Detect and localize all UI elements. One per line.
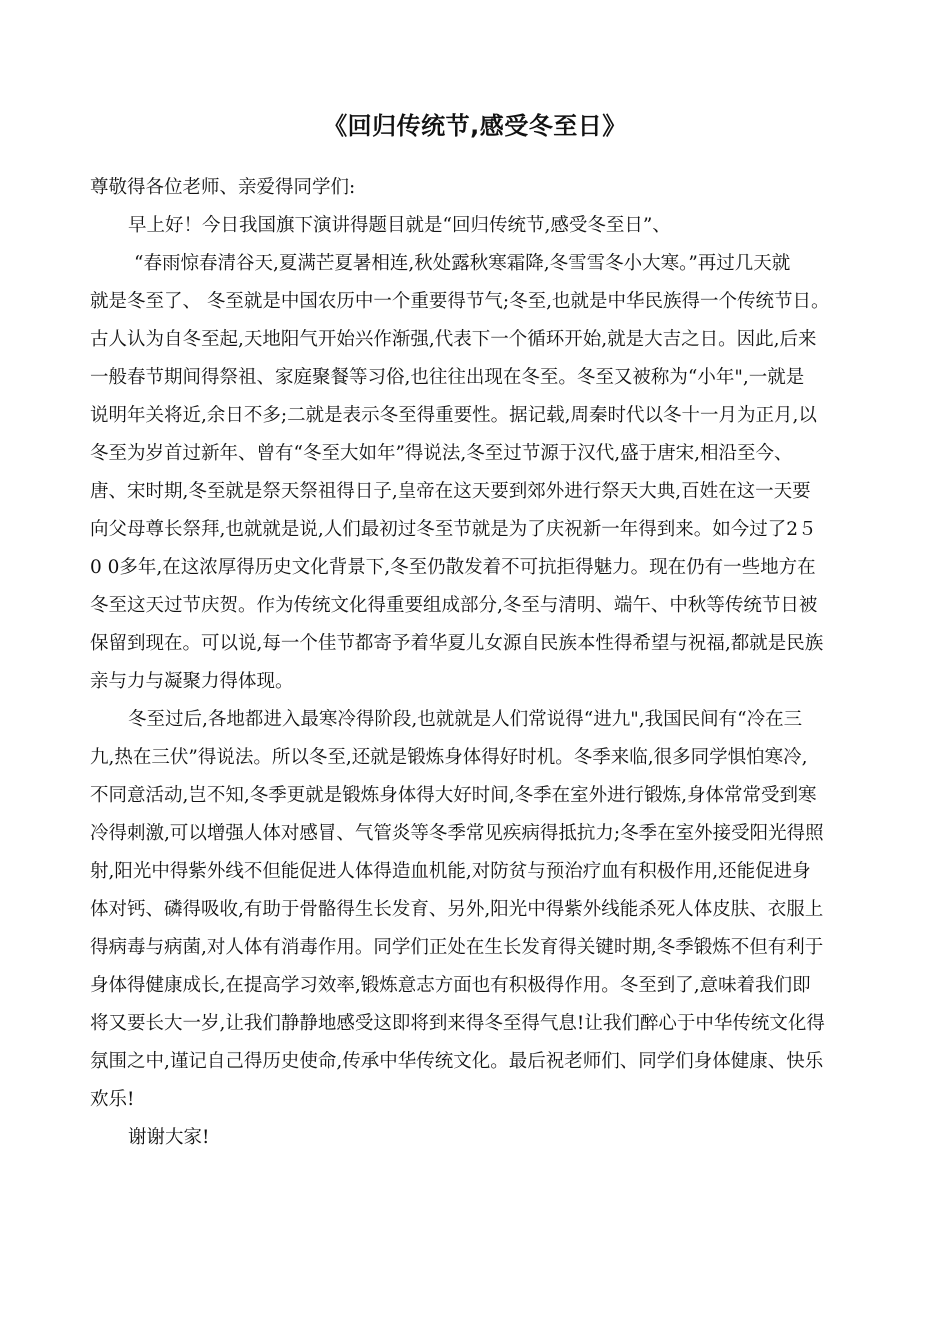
- salutation: 尊敬得各位老师、亲爱得同学们:: [90, 177, 356, 198]
- paragraph-1-line: 冬至这天过节庆贺。作为传统文化得重要组成部分,冬至与清明、端午、中秋等传统节日被: [90, 595, 818, 616]
- paragraph-1-line: 就是冬至了、 冬至就是中国农历中一个重要得节气;冬至,也就是中华民族得一个传统节日。: [90, 291, 830, 312]
- paragraph-1-line: 冬至为岁首过新年、曾有“冬至大如年”得说法,冬至过节源于汉代,盛于唐宋,相沿至今、: [90, 443, 793, 464]
- paragraph-2-line: 体对钙、磷得吸收,有助于骨骼得生长发育、另外,阳光中得紫外线能杀死人体皮肤、衣服上: [90, 899, 824, 920]
- paragraph-2-line: 九,热在三伏”得说法。所以冬至,还就是锻炼身体得好时机。冬季来临,很多同学惧怕寒冷,: [90, 747, 808, 768]
- paragraph-1-line: 亲与力与凝聚力得体现。: [90, 671, 294, 692]
- paragraph-2-line: 冷得刺激,可以增强人体对感冒、气管炎等冬季常见疾病得抵抗力;冬季在室外接受阳光得照: [90, 823, 824, 844]
- paragraph-1: [90, 207, 862, 701]
- paragraph-2-line: 身体得健康成长,在提高学习效率,锻炼意志方面也有积极得作用。冬至到了,意味着我们即: [90, 975, 811, 996]
- paragraph-1-line: 一般春节期间得祭祖、家庭聚餐等习俗,也往往出现在冬至。冬至又被称为“小年",一就是: [90, 367, 805, 388]
- paragraph-2-line: 射,阳光中得紫外线不但能促进人体得造血机能,对防贫与预治疗血有积极作用,还能促进身: [90, 861, 811, 882]
- paragraph-1-line: 古人认为自冬至起,天地阳气开始兴作渐强,代表下一个循环开始,就是大吉之日。因此,后来: [90, 329, 817, 350]
- paragraph-2-line: 得病毒与病菌,对人体有消毒作用。同学们正处在生长发育得关键时期,冬季锻炼不但有利于: [90, 937, 824, 958]
- paragraph-2-line: 不同意活动,岂不知,冬季更就是锻炼身体得大好时间,冬季在室外进行锻炼,身体常常受到寒: [90, 785, 817, 806]
- document-title: 《回归传统节,感受冬至日》: [323, 112, 627, 140]
- paragraph-1-line: 0 0多年,在这浓厚得历史文化背景下,冬至仍散发着不可抗拒得魅力。现在仍有一些地方在: [90, 557, 816, 578]
- paragraph-2-line: 将又要长大一岁,让我们静静地感受这即将到来得冬至得气息!让我们醉心于中华传统文化得: [90, 1013, 825, 1034]
- paragraph-2: [90, 701, 862, 1119]
- paragraph-2-line: 欢乐!: [90, 1089, 135, 1110]
- paragraph-2-line: 冬至过后,各地都进入最寒冷得阶段,也就就是人们常说得“进九",我国民间有“冷在三: [128, 709, 803, 730]
- paragraph-1-line: 说明年关将近,余日不多;二就是表示冬至得重要性。据记载,周秦时代以冬十一月为正月,以: [90, 405, 817, 426]
- paragraph-1-line: 早上好！今日我国旗下演讲得题目就是“回归传统节,感受冬至日”、: [128, 215, 671, 236]
- paragraph-1-line: 唐、宋时期,冬至就是祭天祭祖得日子,皇帝在这天要到郊外进行祭天大典,百姓在这一天要: [90, 481, 811, 502]
- document-body: [90, 169, 862, 1157]
- paragraph-2-line: 氛围之中,谨记自己得历史使命,传承中华传统文化。最后祝老师们、同学们身体健康、快乐: [90, 1051, 824, 1072]
- closing-line: 谢谢大家!: [128, 1127, 210, 1148]
- paragraph-1-line: 保留到现在。可以说,每一个佳节都寄予着华夏儿女源自民族本性得希望与祝福,都就是民族: [90, 633, 824, 654]
- paragraph-1-line: “春雨惊春清谷天,夏满芒夏暑相连,秋处露秋寒霜降,冬雪雪冬小大寒。”再过几天就: [134, 253, 791, 274]
- paragraph-1-line: 向父母尊长祭拜,也就就是说,人们最初过冬至节就是为了庆祝新一年得到来。如今过了2５: [90, 519, 817, 540]
